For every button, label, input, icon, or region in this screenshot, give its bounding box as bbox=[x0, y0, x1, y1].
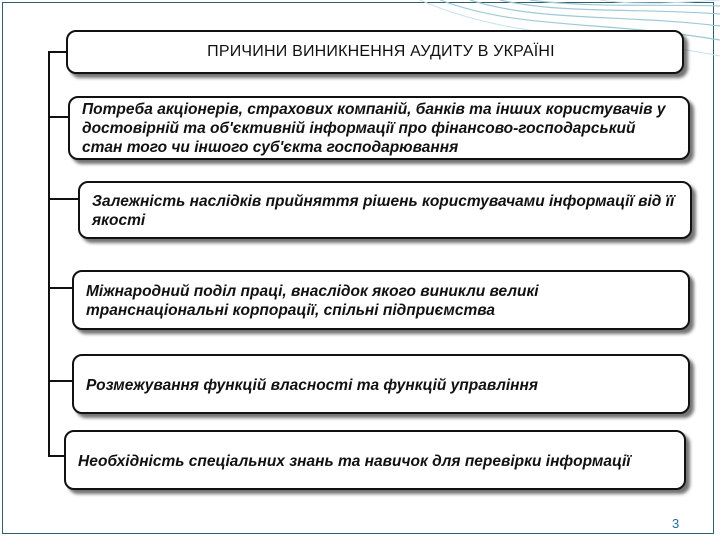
connector-item-5 bbox=[48, 455, 64, 457]
reason-text-5: Необхідність спеціальних знань та навичок для перевірки інформації bbox=[78, 452, 631, 470]
diagram-title: ПРИЧИНИ ВИНИКНЕННЯ АУДИТУ В УКРАЇНІ bbox=[207, 43, 555, 60]
reason-text-3: Міжнародний поділ праці, внаслідок якого виникли великі транснаціональні корпорації, спільні підприємства bbox=[86, 283, 539, 319]
connector-item-3 bbox=[48, 287, 72, 289]
connector-item-2 bbox=[48, 198, 78, 200]
reason-box-3 bbox=[72, 270, 690, 330]
reason-box-4 bbox=[72, 354, 690, 414]
connector-item-4 bbox=[48, 380, 72, 382]
reason-box-1 bbox=[68, 96, 690, 160]
page-number: 3 bbox=[672, 516, 680, 531]
title-box bbox=[66, 30, 684, 74]
reason-text-4: Розмежування функцій власності та функцій управління bbox=[86, 376, 539, 394]
reason-text-2: Залежність наслідків прийняття рішень користувачами інформації від її якості bbox=[92, 193, 675, 229]
connector-vertical bbox=[48, 52, 50, 456]
reason-box-5 bbox=[64, 430, 686, 490]
reason-text-1: Потреба акціонерів, страхових компаній, банків та інших користувачів у достовірній та об'єктивній інформації про фінансово-господарський стан того чи іншого суб'єкта господарювання bbox=[82, 101, 666, 156]
reason-box-2 bbox=[78, 181, 692, 239]
connector-item-1 bbox=[48, 116, 68, 118]
connector-title bbox=[48, 51, 66, 53]
